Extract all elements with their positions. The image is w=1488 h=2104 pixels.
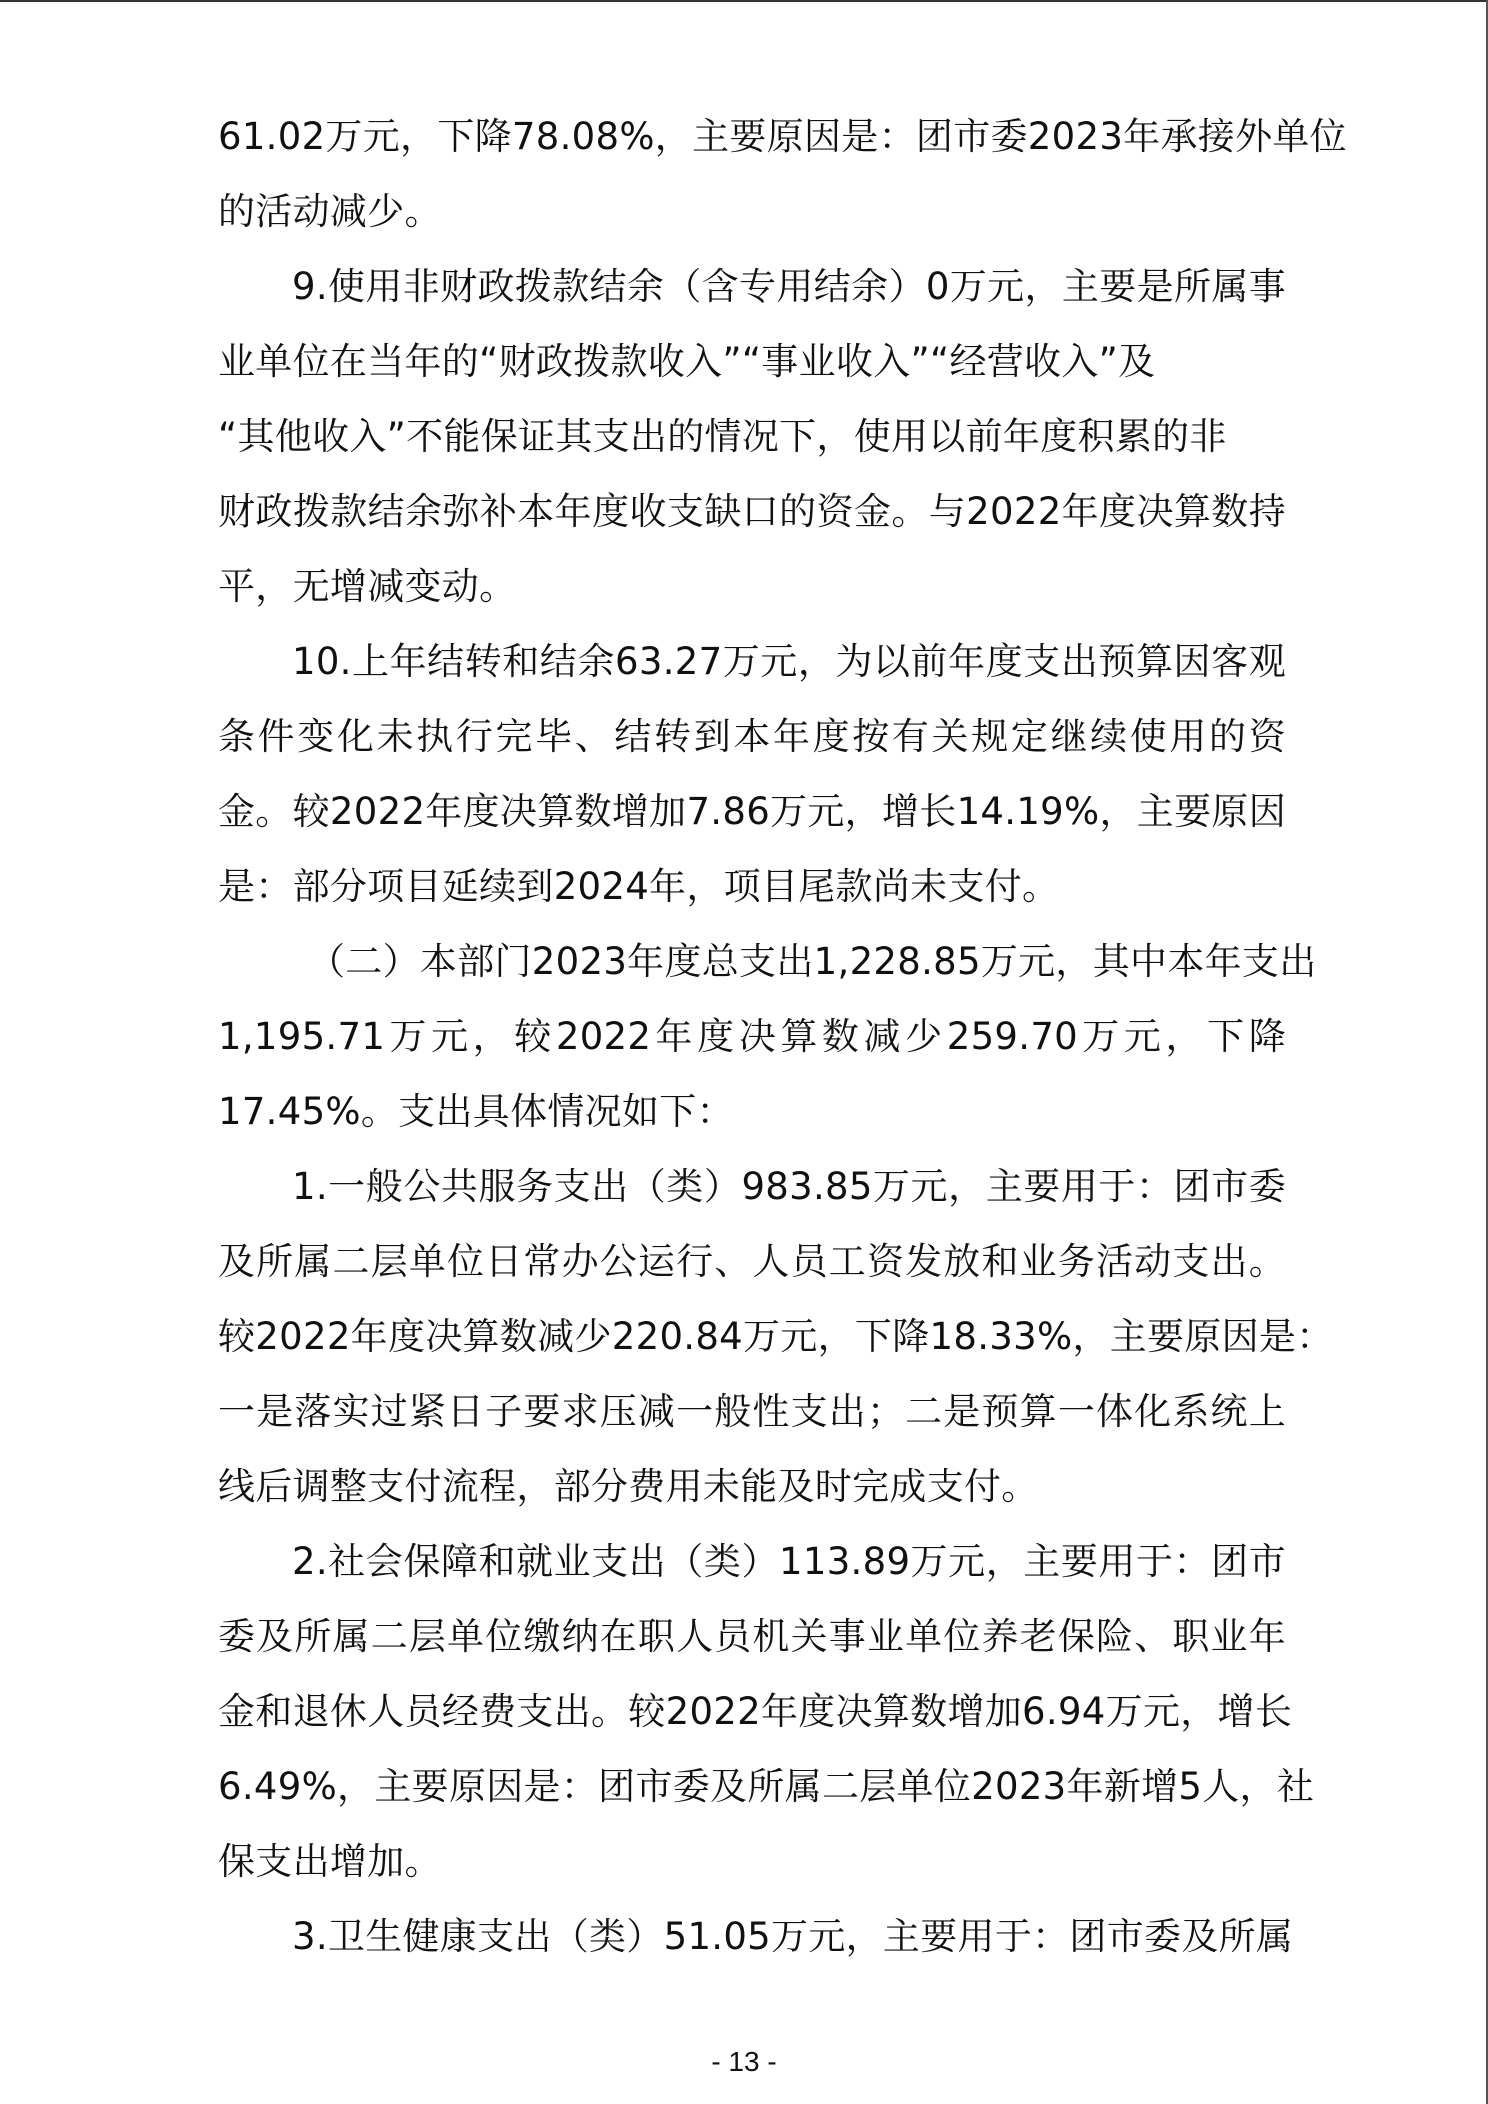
section-heading-expenditure: （二）本部门2023年度总支出1,228.85万元，其中本年支出 [308,940,1317,983]
paragraph-item-3: 3.卫生健康支出（类）51.05万元，主要用于：团市委及所属 [292,1915,1294,1958]
text-line: 17.45%。支出具体情况如下： [218,1090,734,1133]
text-line: “其他收入”不能保证其支出的情况下，使用以前年度积累的非 [218,415,1227,458]
paragraph-item-10: 10.上年结转和结余63.27万元，为以前年度支出预算因客观 [292,640,1286,683]
text-line: 条件变化未执行完毕、结转到本年度按有关规定继续使用的资 [218,715,1286,758]
text-line: 金。较2022年度决算数增加7.86万元，增长14.19%，主要原因 [218,790,1286,833]
text-line: 平，无增减变动。 [218,565,517,608]
text-line: 较2022年度决算数减少220.84万元，下降18.33%，主要原因是： [218,1315,1334,1358]
text-line: 1,195.71万元，较2022年度决算数减少259.70万元，下降 [218,1015,1286,1058]
text-line: 委及所属二层单位缴纳在职人员机关事业单位养老保险、职业年 [218,1615,1286,1658]
paragraph-item-1: 1.一般公共服务支出（类）983.85万元，主要用于：团市委 [292,1165,1286,1208]
text-line: 及所属二层单位日常办公运行、人员工资发放和业务活动支出。 [218,1240,1286,1283]
paragraph-item-9: 9.使用非财政拨款结余（含专用结余）0万元，主要是所属事 [292,265,1286,308]
text-line: 线后调整支付流程，部分费用未能及时完成支付。 [218,1465,1039,1508]
text-line: 财政拨款结余弥补本年度收支缺口的资金。与2022年度决算数持 [218,490,1286,533]
body-text [218,99,1347,1974]
text-line: 业单位在当年的“财政拨款收入”“事业收入”“经营收入”及 [218,340,1156,383]
text-line: 的活动减少。 [218,190,442,233]
text-line: 是：部分项目延续到2024年，项目尾款尚未支付。 [218,865,1060,908]
text-line: 一是落实过紧日子要求压减一般性支出；二是预算一体化系统上 [218,1390,1286,1433]
text-line: 金和退休人员经费支出。较2022年度决算数增加6.94万元，增长 [218,1690,1293,1733]
text-line: 61.02万元，下降78.08%，主要原因是：团市委2023年承接外单位 [218,115,1347,158]
paragraph-item-2: 2.社会保障和就业支出（类）113.89万元，主要用于：团市 [292,1540,1286,1583]
page-number: - 13 - [711,2046,777,2077]
text-line: 6.49%，主要原因是：团市委及所属二层单位2023年新增5人，社 [218,1765,1315,1808]
text-line: 保支出增加。 [218,1840,442,1883]
page-top-border [0,0,1488,2]
